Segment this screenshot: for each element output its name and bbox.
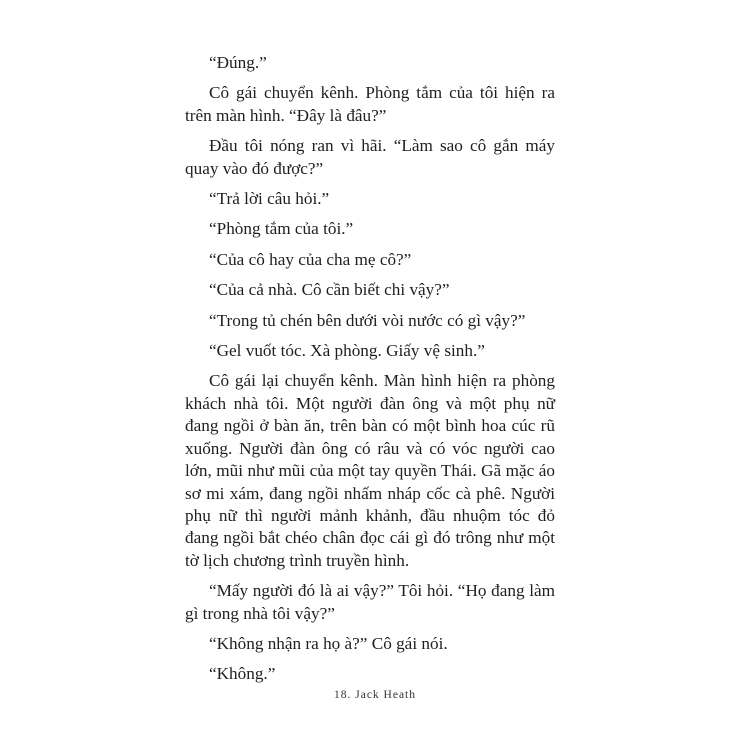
paragraph: “Trả lời câu hỏi.” bbox=[209, 189, 330, 209]
paragraph: “Không.” bbox=[209, 664, 276, 684]
paragraph: “Mấy người đó là ai vậy?” Tôi hỏi. “Họ đang làm gì trong nhà tôi vậy?” bbox=[185, 581, 555, 623]
paragraph: “Phòng tắm của tôi.” bbox=[209, 219, 354, 239]
paragraph: “Của cô hay của cha mẹ cô?” bbox=[209, 249, 412, 269]
page-footer: 18. Jack Heath bbox=[333, 689, 417, 701]
paragraph: “Trong tủ chén bên dưới vòi nước có gì vậy?” bbox=[209, 310, 526, 330]
paragraph: Cô gái chuyển kênh. Phòng tắm của tôi hiện ra trên màn hình. “Đây là đâu?” bbox=[185, 83, 555, 125]
paragraph: “Của cả nhà. Cô cần biết chi vậy?” bbox=[209, 280, 450, 300]
paragraph: Cô gái lại chuyển kênh. Màn hình hiện ra phòng khách nhà tôi. Một người đàn ông và một phụ nữ đang ngồi ở bàn ăn, trên bàn có một bình hoa cúc rũ xuống. Người đàn ông có râu và có vóc người cao lớn, mũi như mũi của một tay quyền Thái. Gã mặc áo sơ mi xám, đang ngồi nhấm nháp cốc cà phê. Người phụ nữ thì người mảnh khảnh, đầu nhuộm tóc đỏ đang ngồi bắt chéo chân đọc cái gì đó trông như một tờ lịch chương trình truyền hình. bbox=[185, 371, 555, 570]
paragraph: “Không nhận ra họ à?” Cô gái nói. bbox=[209, 633, 448, 653]
paragraph: “Gel vuốt tóc. Xà phòng. Giấy vệ sinh.” bbox=[209, 341, 485, 361]
paragraph: Đầu tôi nóng ran vì hãi. “Làm sao cô gắn máy quay vào đó được?” bbox=[185, 136, 555, 178]
body-text bbox=[185, 52, 555, 694]
paragraph: “Đúng.” bbox=[209, 53, 267, 72]
